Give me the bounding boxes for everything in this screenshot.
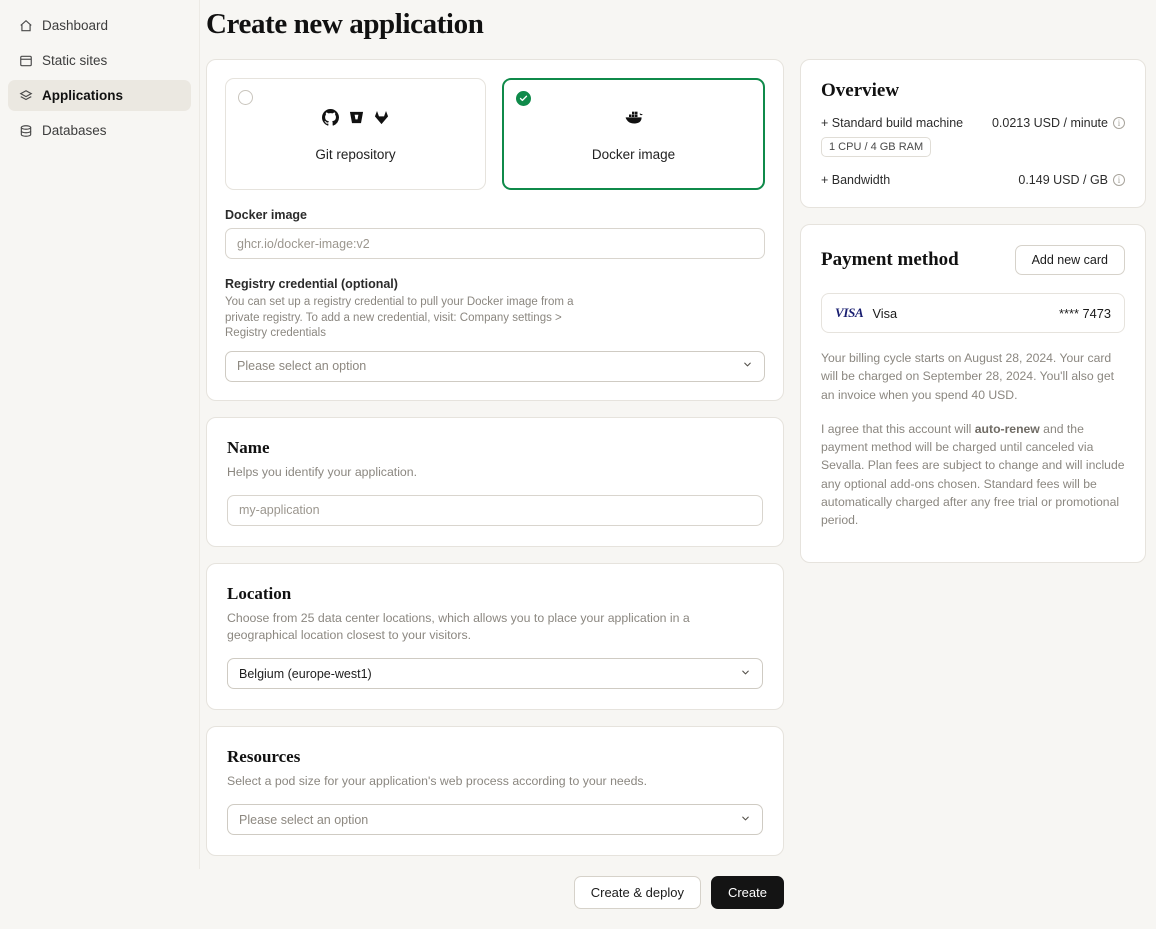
databases-icon [18, 123, 33, 138]
location-value: Belgium (europe-west1) [239, 666, 372, 681]
name-input[interactable] [227, 495, 763, 526]
source-option-git-label: Git repository [315, 146, 396, 162]
resources-desc: Select a pod size for your application's web process according to your needs. [227, 774, 647, 789]
radio-git[interactable] [238, 90, 253, 105]
resources-card [206, 726, 784, 856]
applications-icon [18, 88, 33, 103]
sidebar-item-label: Databases [42, 123, 107, 138]
sidebar-item-applications[interactable] [8, 80, 191, 111]
docker-image-label: Docker image [225, 208, 307, 222]
source-option-git[interactable] [225, 78, 486, 190]
static-sites-icon [18, 53, 33, 68]
registry-credential-help: You can set up a registry credential to pull your Docker image from a private registry. To add a new credential, visit: Company settings > Registry credentials [225, 296, 574, 340]
overview-row-price: 0.149 USD / GB [1018, 173, 1108, 187]
sidebar [0, 0, 200, 869]
saved-card-row[interactable] [821, 293, 1125, 333]
chevron-down-icon [740, 813, 751, 827]
github-icon [322, 109, 339, 131]
legal-text-before: I agree that this account will [821, 421, 975, 436]
payment-method-title: Payment method [821, 249, 959, 270]
resources-select[interactable] [227, 804, 763, 835]
docker-image-field [207, 208, 783, 277]
name-desc: Helps you identify your application. [227, 464, 418, 479]
form-actions [206, 872, 784, 929]
legal-text-after: and the payment method will be charged until canceled via Sevalla. Plan fees are subject to change and will include any optional add-ons chosen. Standard fees will be automatically charged after any free trial or promotional period. [821, 421, 1125, 528]
legal-agreement [821, 420, 1125, 530]
overview-row-label: + Bandwidth [821, 173, 891, 187]
registry-credential-field [207, 277, 783, 400]
sidebar-item-label: Applications [42, 88, 124, 103]
info-icon[interactable]: i [1113, 174, 1125, 186]
name-title: Name [227, 437, 270, 457]
name-placeholder: my-application [239, 503, 320, 518]
overview-row [821, 116, 1125, 157]
saved-card-number: **** 7473 [1059, 305, 1111, 321]
docker-image-placeholder: ghcr.io/docker-image:v2 [237, 236, 370, 251]
source-option-docker[interactable] [502, 78, 765, 190]
bitbucket-icon [349, 110, 364, 130]
saved-card-brand-label: Visa [872, 305, 898, 321]
git-provider-icons [322, 107, 389, 133]
overview-card [800, 59, 1146, 208]
left-column [206, 59, 784, 929]
sidebar-item-label: Static sites [42, 53, 108, 68]
location-select[interactable] [227, 658, 763, 689]
create-and-deploy-button[interactable]: Create & deploy [574, 876, 701, 909]
overview-row-right [1018, 173, 1125, 187]
overview-row-label: + Standard build machine [821, 116, 964, 130]
payment-method-card [800, 224, 1146, 563]
gitlab-icon [374, 110, 389, 130]
chevron-down-icon [742, 359, 753, 373]
overview-row-pill: 1 CPU / 4 GB RAM [821, 137, 931, 157]
overview-row-left [821, 116, 963, 157]
sidebar-item-label: Dashboard [42, 18, 109, 33]
billing-cycle-note: Your billing cycle starts on August 28, 2024. Your card will be charged on September 28, 2024. You'll also get an invoice when you spend 40 USD. [821, 351, 1114, 402]
registry-credential-select[interactable] [225, 351, 765, 382]
create-button[interactable]: Create [711, 876, 784, 909]
main-content [200, 0, 1156, 901]
resources-title: Resources [227, 747, 301, 767]
docker-icons [624, 107, 644, 133]
visa-icon: VISA [835, 305, 864, 320]
name-card [206, 417, 784, 547]
sidebar-item-databases[interactable] [8, 115, 191, 146]
overview-row-right [992, 116, 1125, 130]
columns [206, 59, 1146, 929]
home-icon [18, 18, 33, 33]
overview-row [821, 173, 1125, 187]
location-title: Location [227, 583, 292, 603]
info-icon[interactable]: i [1113, 117, 1125, 129]
source-options [207, 60, 783, 208]
registry-credential-label: Registry credential (optional) [225, 277, 398, 291]
source-option-docker-label: Docker image [591, 146, 676, 162]
location-desc: Choose from 25 data center locations, which allows you to place your application in a geographical location closest to your visitors. [227, 610, 690, 642]
overview-title: Overview [821, 80, 900, 101]
docker-icon [624, 109, 644, 130]
resources-value: Please select an option [239, 812, 369, 827]
saved-card-brand [835, 305, 897, 321]
sidebar-item-static-sites[interactable] [8, 45, 191, 76]
overview-row-left [821, 173, 890, 187]
radio-docker[interactable] [516, 91, 531, 106]
right-column [800, 59, 1146, 579]
overview-row-price: 0.0213 USD / minute [991, 116, 1108, 130]
sidebar-item-dashboard[interactable] [8, 10, 191, 41]
chevron-down-icon [740, 667, 751, 681]
page-title: Create new application [206, 8, 484, 40]
location-card [206, 563, 784, 710]
add-new-card-button[interactable]: Add new card [1015, 245, 1125, 275]
docker-image-input[interactable] [225, 228, 765, 259]
source-card [206, 59, 784, 401]
legal-text-bold: auto-renew [974, 421, 1040, 436]
registry-credential-value: Please select an option [237, 359, 367, 374]
payment-method-header [821, 245, 1125, 275]
